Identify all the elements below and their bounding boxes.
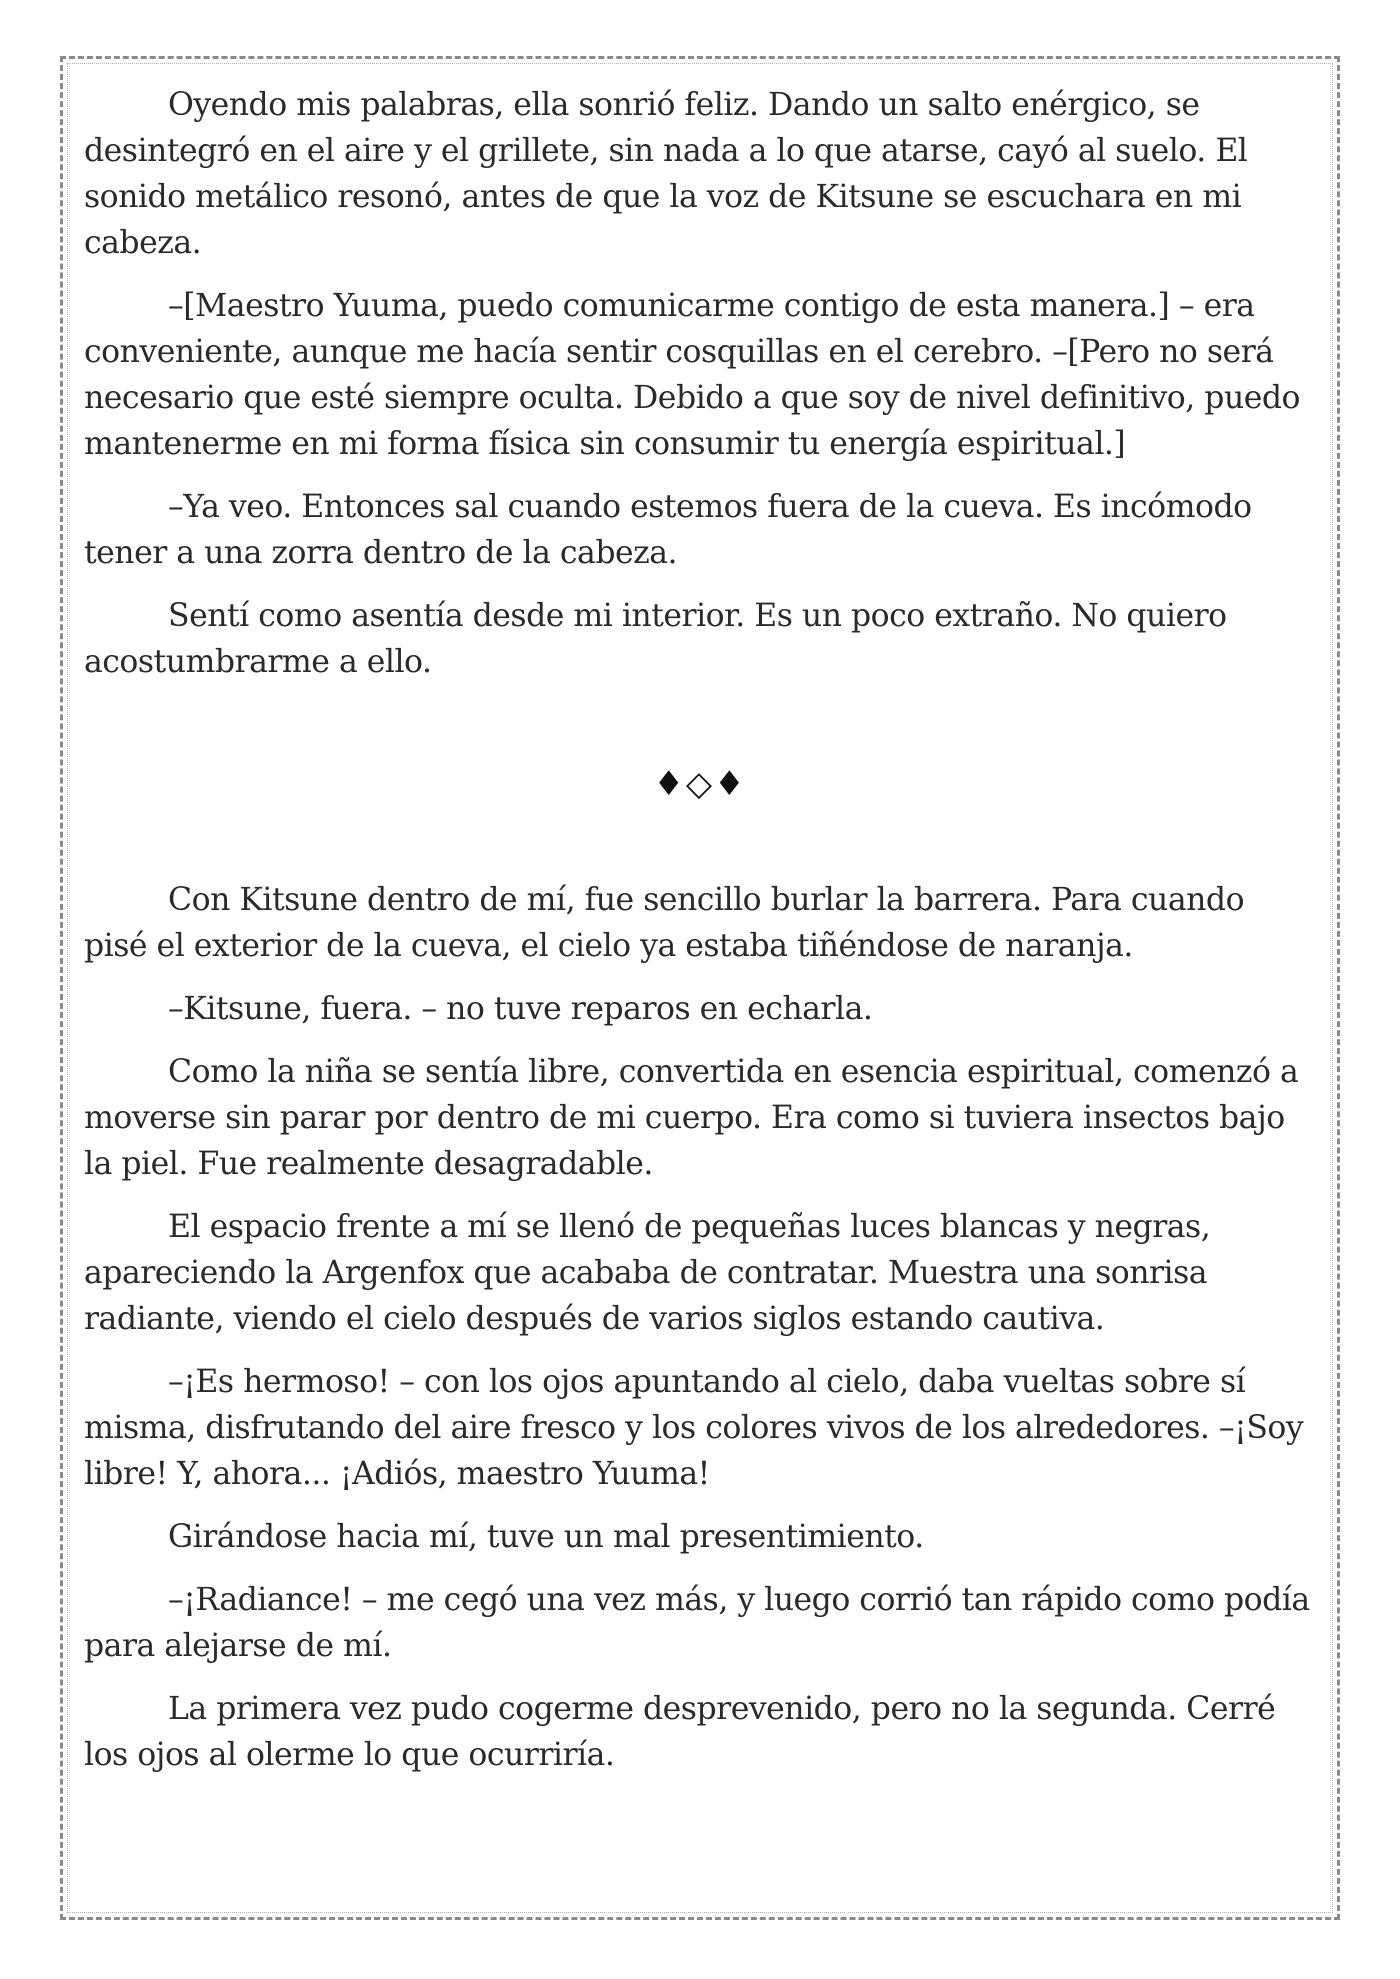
paragraph: Sentí como asentía desde mi interior. Es un poco extraño. No quiero acostumbrarme a ello. <box>84 598 1227 680</box>
paragraph: Con Kitsune dentro de mí, fue sencillo burlar la barrera. Para cuando pisé el exterior de la cueva, el cielo ya estaba tiñéndose de naranja. <box>84 882 1245 964</box>
paragraph: Oyendo mis palabras, ella sonrió feliz. Dando un salto enérgico, se desintegró en el aire y el grillete, sin nada a lo que atarse, cayó al suelo. El sonido metálico resonó, antes de que la voz de Kitsune se escuchara en mi cabeza. <box>84 87 1248 261</box>
paragraph: –¡Es hermoso! – con los ojos apuntando al cielo, daba vueltas sobre sí misma, disfrutando del aire fresco y los colores vivos de los alrededores. –¡Soy libre! Y, ahora... ¡Adiós, maestro Yuuma! <box>84 1364 1304 1492</box>
paragraph: –¡Radiance! – me cegó una vez más, y luego corrió tan rápido como podía para alejarse de mí. <box>84 1582 1310 1664</box>
section-two <box>84 877 1316 1778</box>
document-body <box>84 82 1316 1795</box>
paragraph: El espacio frente a mí se llenó de pequeñas luces blancas y negras, apareciendo la Argenfox que acababa de contratar. Muestra una sonrisa radiante, viendo el cielo después de varios siglos estando cautiva. <box>84 1209 1211 1337</box>
scene-separator: ♦◇♦ <box>653 764 747 804</box>
section-one <box>84 82 1316 685</box>
paragraph: Girándose hacia mí, tuve un mal presentimiento. <box>168 1519 924 1555</box>
paragraph: –[Maestro Yuuma, puedo comunicarme contigo de esta manera.] – era conveniente, aunque me hacía sentir cosquillas en el cerebro. –[Pero no será necesario que esté siempre oculta. Debido a que soy de nivel definitivo, puedo mantenerme en mi forma física sin consumir tu energía espiritual.] <box>84 288 1301 462</box>
paragraph: –Ya veo. Entonces sal cuando estemos fuera de la cueva. Es incómodo tener a una zorra dentro de la cabeza. <box>84 489 1252 571</box>
paragraph: –Kitsune, fuera. – no tuve reparos en echarla. <box>168 991 873 1027</box>
paragraph: Como la niña se sentía libre, convertida en esencia espiritual, comenzó a moverse sin parar por dentro de mi cuerpo. Era como si tuviera insectos bajo la piel. Fue realmente desagradable. <box>84 1054 1299 1182</box>
paragraph: La primera vez pudo cogerme desprevenido, pero no la segunda. Cerré los ojos al olerme lo que ocurriría. <box>84 1691 1276 1773</box>
